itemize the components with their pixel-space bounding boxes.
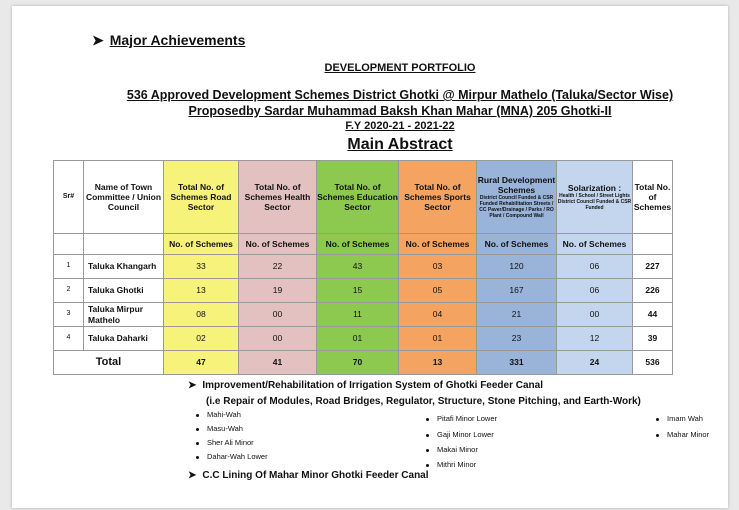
improvement-line-1: Improvement/Rehabilitation of Irrigation System of Ghotki Feeder Canal: [202, 380, 544, 391]
subheader-sports: No. of Schemes: [399, 234, 477, 255]
row-rural: 23: [477, 327, 557, 351]
heading-line-1: 536 Approved Development Schemes District Ghotki @ Mirpur Mathelo (Taluka/Sector Wise): [126, 88, 674, 102]
header-solar-sub: Health / School / Street Lights District Council Funded & CSR Funded: [557, 193, 632, 212]
header-road: Total No. of Schemes Road Sector: [164, 161, 239, 234]
bullet-icon: [656, 418, 659, 421]
table-subheader-row: [54, 234, 673, 255]
row-rural: 167: [477, 279, 557, 303]
table-header-row: [54, 161, 673, 234]
row-sr: 3: [54, 303, 84, 327]
header-sports: Total No. of Schemes Sports Sector: [399, 161, 477, 234]
list-item: [426, 414, 497, 423]
bullet-icon: [196, 456, 199, 459]
header-sr: Sr#: [54, 161, 84, 234]
header-education: Total No. of Schemes Education Sector: [317, 161, 399, 234]
totals-label: Total: [54, 351, 164, 375]
total-rural: 331: [477, 351, 557, 375]
improvement-line-2: (i.e Repair of Modules, Road Bridges, Regulator, Structure, Stone Pitching, and Earth-Work): [206, 395, 641, 407]
bullet-icon: [426, 434, 429, 437]
row-sports: 04: [399, 303, 477, 327]
list-item: [196, 410, 241, 419]
row-name: Taluka Khangarh: [84, 255, 164, 279]
row-sports: 05: [399, 279, 477, 303]
row-road: 08: [164, 303, 239, 327]
bullet-icon: [426, 464, 429, 467]
row-rural: 120: [477, 255, 557, 279]
total-road: 47: [164, 351, 239, 375]
cc-lining-line: [188, 470, 429, 481]
heading-line-2: Proposedby Sardar Muhammad Baksh Khan Mahar (MNA) 205 Ghotki-II: [188, 104, 612, 118]
list-item: [196, 424, 243, 433]
row-name: Taluka Ghotki: [84, 279, 164, 303]
row-health: 19: [239, 279, 317, 303]
table-row: [54, 303, 673, 327]
header-total: Total No. of Schemes: [633, 161, 673, 234]
totals-row: [54, 351, 673, 375]
row-total: 227: [633, 255, 673, 279]
portfolio-title: DEVELOPMENT PORTFOLIO: [324, 62, 476, 74]
canal-name: Gaji Minor Lower: [437, 430, 494, 439]
row-road: 33: [164, 255, 239, 279]
bullet-icon: [656, 434, 659, 437]
header-name: Name of Town Committee / Union Council: [84, 161, 164, 234]
section-title: Major Achievements: [109, 32, 246, 48]
list-item: [196, 438, 254, 447]
row-sr: 4: [54, 327, 84, 351]
subheader-solar: No. of Schemes: [557, 234, 633, 255]
row-education: 11: [317, 303, 399, 327]
header-solar: [557, 161, 633, 234]
canal-name: Dahar-Wah Lower: [207, 452, 268, 461]
row-health: 00: [239, 327, 317, 351]
row-solar: 12: [557, 327, 633, 351]
row-solar: 06: [557, 279, 633, 303]
bullet-icon: [196, 428, 199, 431]
canal-name: Imam Wah: [667, 414, 703, 423]
row-sr: 2: [54, 279, 84, 303]
arrow-bullet-icon: ➤: [92, 32, 104, 48]
row-total: 226: [633, 279, 673, 303]
list-item: [426, 430, 494, 439]
canal-name: Sher Ali Minor: [207, 438, 254, 447]
table-row: [54, 279, 673, 303]
subheader-road: No. of Schemes: [164, 234, 239, 255]
canal-name: Masu-Wah: [207, 424, 243, 433]
row-road: 02: [164, 327, 239, 351]
total-grand: 536: [633, 351, 673, 375]
total-solar: 24: [557, 351, 633, 375]
canal-name: Makai Minor: [437, 445, 478, 454]
total-education: 70: [317, 351, 399, 375]
schemes-table: [53, 160, 673, 375]
list-item: [196, 452, 268, 461]
row-total: 39: [633, 327, 673, 351]
bullet-icon: [426, 449, 429, 452]
cc-lining-text: C.C Lining Of Mahar Minor Ghotki Feeder Canal: [202, 470, 429, 481]
subheader-health: No. of Schemes: [239, 234, 317, 255]
canal-name: Mithri Minor: [437, 460, 477, 469]
canal-name: Pitafi Minor Lower: [437, 414, 498, 423]
header-rural: [477, 161, 557, 234]
list-item: [426, 460, 476, 469]
canal-name: Mahar Minor: [667, 430, 710, 439]
table-row: [54, 327, 673, 351]
header-rural-sub: District Council Funded & CSR Funded Rehabilitation Streets / CC Paver/Drainage / Parks / RO Plant / Compound Wall: [479, 195, 554, 220]
bullet-icon: [196, 414, 199, 417]
row-name: Taluka Mirpur Mathelo: [84, 303, 164, 327]
arrow-bullet-icon: ➤: [188, 470, 197, 481]
row-solar: 06: [557, 255, 633, 279]
total-health: 41: [239, 351, 317, 375]
row-health: 22: [239, 255, 317, 279]
row-total: 44: [633, 303, 673, 327]
fiscal-year: F.Y 2020-21 - 2021-22: [345, 120, 455, 132]
section-heading: [92, 32, 245, 49]
row-education: 01: [317, 327, 399, 351]
row-health: 00: [239, 303, 317, 327]
row-education: 15: [317, 279, 399, 303]
row-sports: 03: [399, 255, 477, 279]
row-name: Taluka Daharki: [84, 327, 164, 351]
total-sports: 13: [399, 351, 477, 375]
list-item: [426, 445, 478, 454]
arrow-bullet-icon: ➤: [188, 380, 197, 391]
table-row: [54, 255, 673, 279]
row-solar: 00: [557, 303, 633, 327]
row-road: 13: [164, 279, 239, 303]
header-rural-title: Rural Development Schemes: [477, 174, 556, 195]
header-solar-title: Solarization :: [567, 182, 622, 193]
subheader-rural: No. of Schemes: [477, 234, 557, 255]
bullet-icon: [196, 442, 199, 445]
header-health: Total No. of Schemes Health Sector: [239, 161, 317, 234]
improvement-block: [188, 378, 641, 409]
main-abstract-title: Main Abstract: [347, 136, 453, 153]
list-item: [656, 414, 703, 423]
subheader-education: No. of Schemes: [317, 234, 399, 255]
row-rural: 21: [477, 303, 557, 327]
row-sports: 01: [399, 327, 477, 351]
row-education: 43: [317, 255, 399, 279]
bullet-icon: [426, 418, 429, 421]
canal-name: Mahi-Wah: [207, 410, 241, 419]
list-item: [656, 430, 709, 439]
row-sr: 1: [54, 255, 84, 279]
